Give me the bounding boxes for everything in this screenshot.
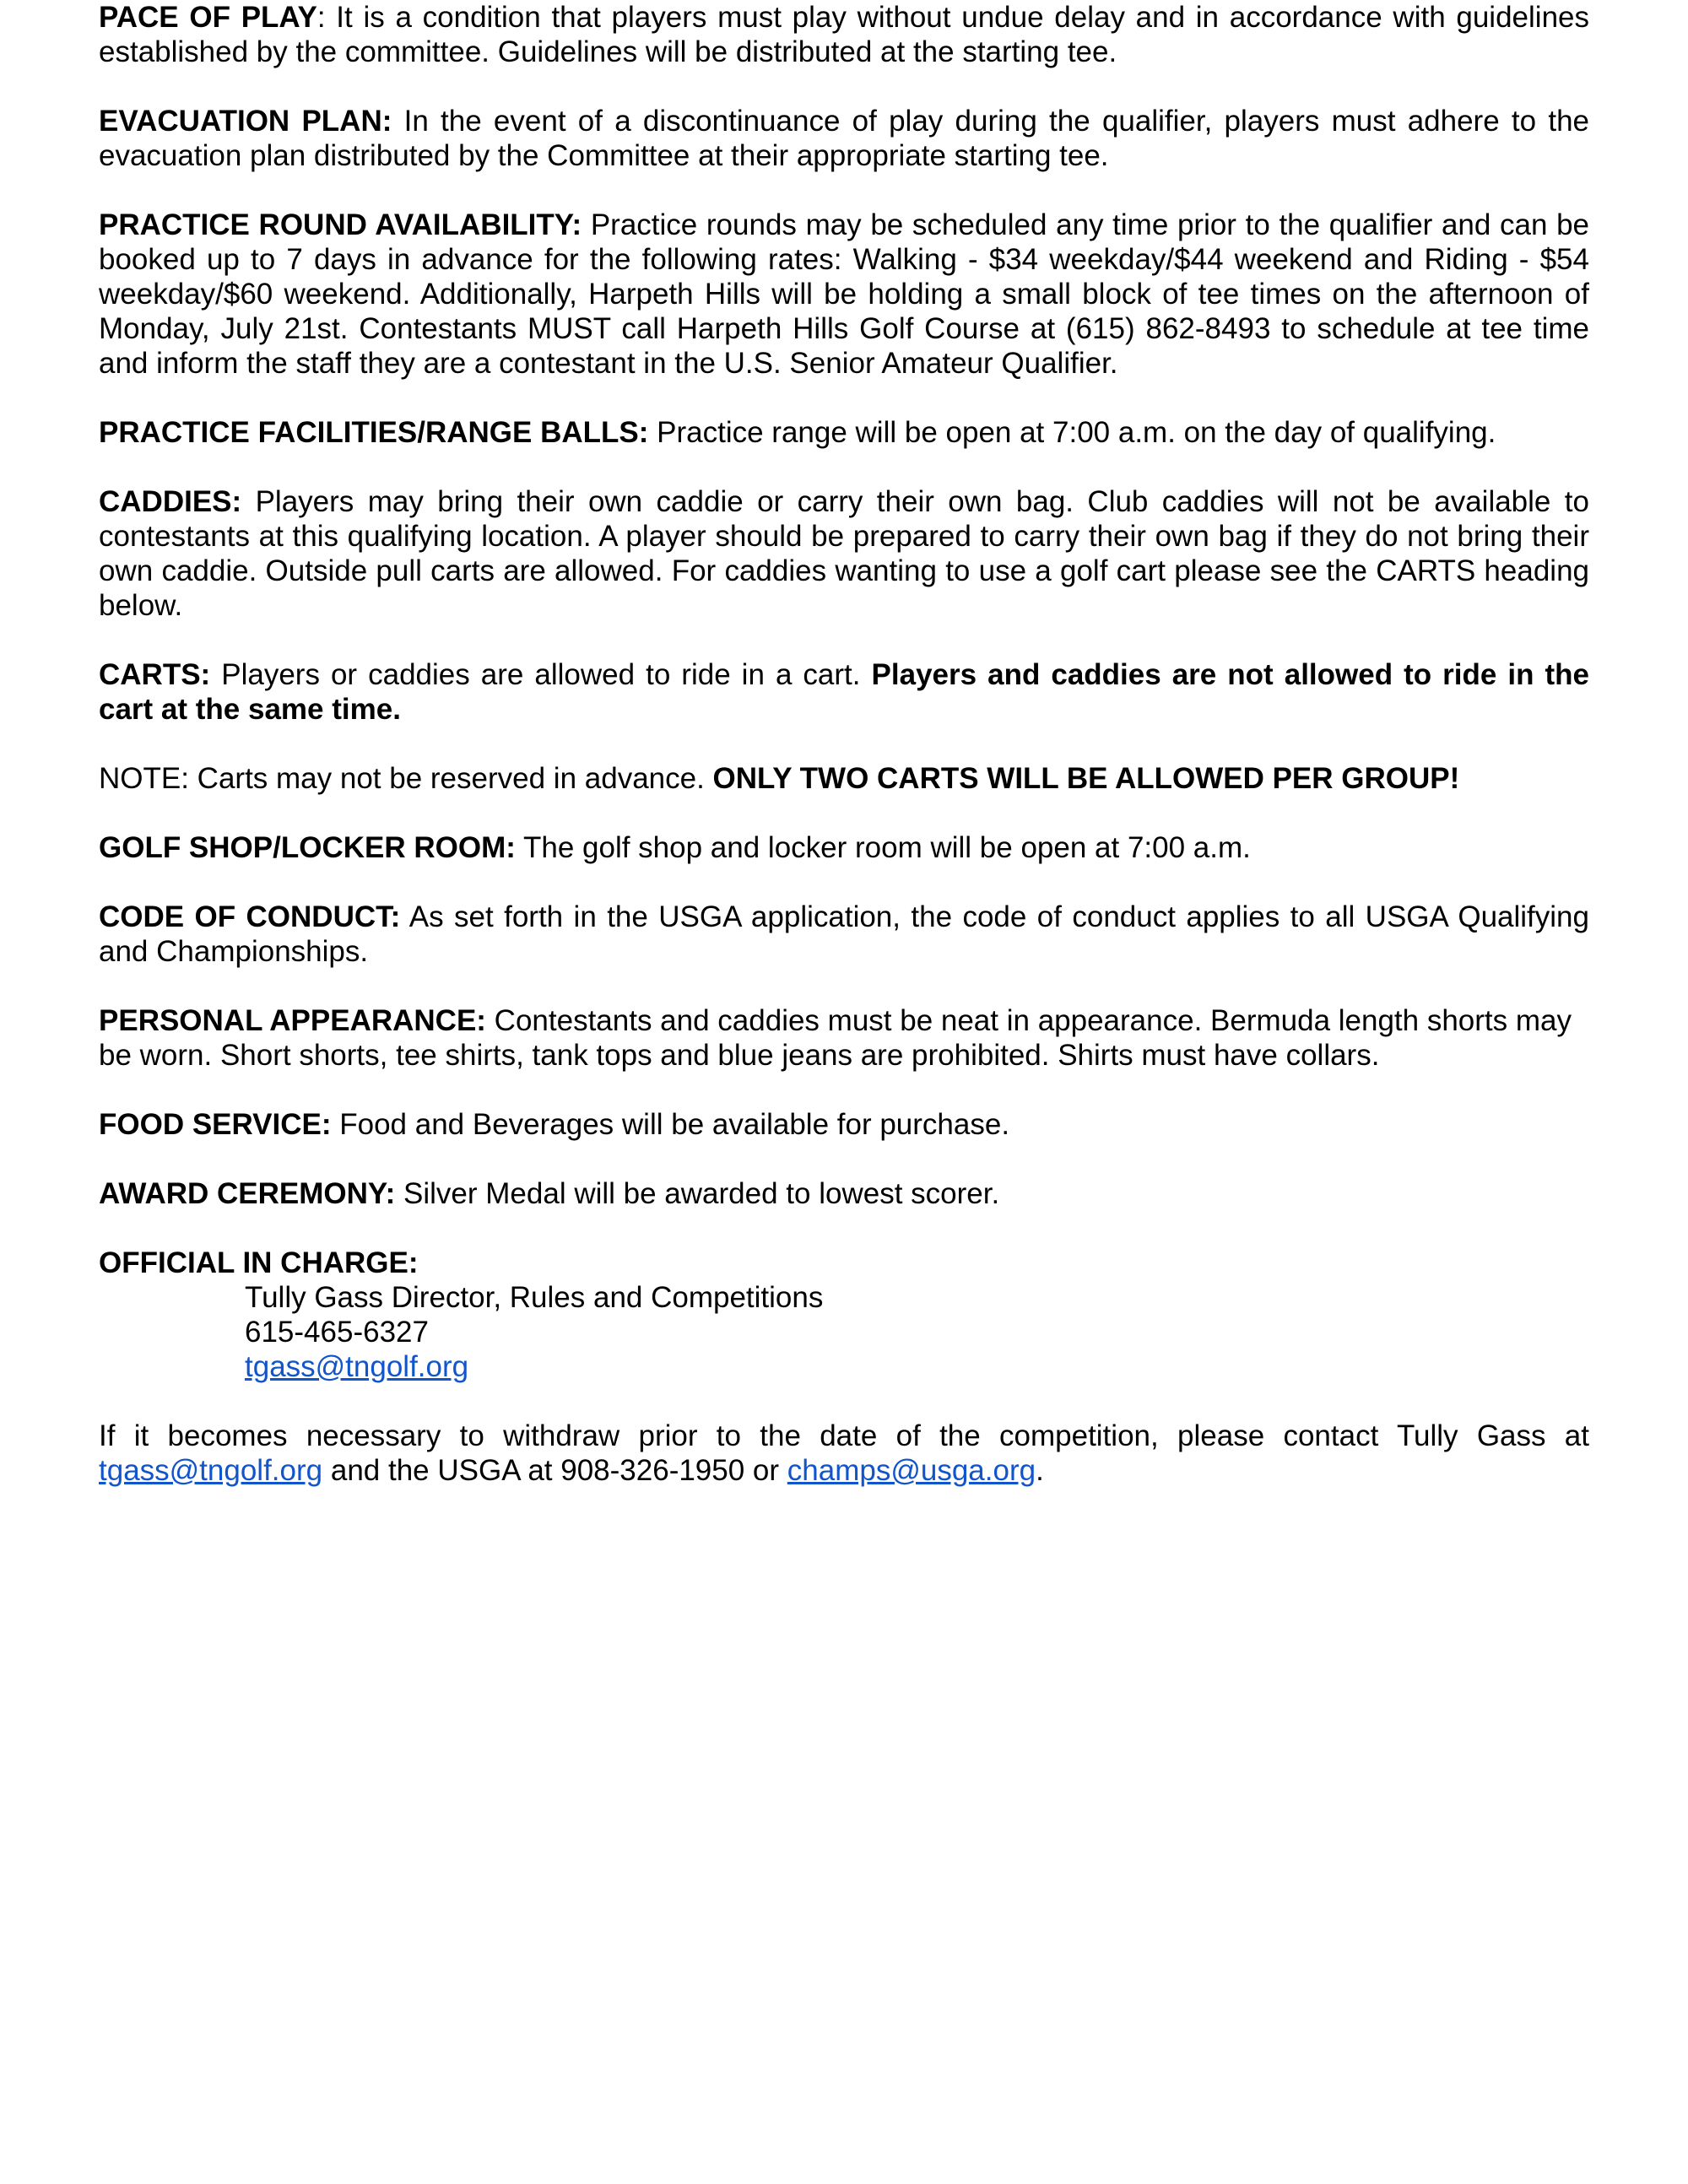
pace-of-play-label-colon: : — [316, 1, 326, 34]
carts-text: Players or caddies are allowed to ride in a cart. — [210, 658, 872, 691]
pace-of-play-paragraph — [99, 0, 1589, 69]
pace-of-play-text: It is a condition that players must play without undue delay and in accordance with guidelines established by the committee. Guidelines will be distributed at the starting tee. — [99, 1, 1589, 68]
official-contact-details — [99, 1280, 1589, 1384]
evacuation-plan-paragraph — [99, 104, 1589, 173]
code-of-conduct-paragraph — [99, 900, 1589, 969]
award-ceremony-text: Silver Medal will be awarded to lowest scorer. — [395, 1177, 1000, 1210]
evacuation-plan-text: In the event of a discontinuance of play during the qualifier, players must adhere to the evacuation plan distributed by the Committee at their appropriate starting tee. — [99, 105, 1590, 172]
note-text: NOTE: Carts may not be reserved in advance. — [99, 762, 713, 795]
personal-appearance-label: PERSONAL APPEARANCE: — [99, 1004, 486, 1037]
food-service-label: FOOD SERVICE: — [99, 1108, 332, 1141]
official-phone: 615-465-6327 — [245, 1316, 429, 1349]
food-service-text: Food and Beverages will be available for purchase. — [331, 1108, 1010, 1141]
award-ceremony-paragraph — [99, 1176, 1589, 1211]
official-in-charge-label: OFFICIAL IN CHARGE: — [99, 1246, 419, 1279]
withdraw-text-middle: and the USGA at 908-326-1950 or — [322, 1454, 787, 1487]
practice-round-label: PRACTICE ROUND AVAILABILITY: — [99, 208, 582, 241]
withdraw-text-before: If it becomes necessary to withdraw prior to the date of the competition, please contact Tully Gass at — [99, 1419, 1589, 1452]
personal-appearance-text: Contestants and caddies must be neat in appearance. Bermuda length shorts may be worn. Short shorts, tee shirts, tank tops and blue jeans are prohibited. Shirts must have collars. — [99, 1004, 1572, 1072]
note-bold-text: ONLY TWO CARTS WILL BE ALLOWED PER GROUP! — [712, 762, 1460, 795]
practice-facilities-text: Practice range will be open at 7:00 a.m. on the day of qualifying. — [648, 416, 1496, 449]
carts-bold-text: Players and caddies are not allowed to ride in the cart at the same time. — [99, 658, 1590, 726]
withdraw-text-after: . — [1036, 1454, 1044, 1487]
note-paragraph — [99, 761, 1589, 796]
practice-facilities-paragraph — [99, 415, 1589, 450]
golf-shop-paragraph — [99, 830, 1589, 865]
code-of-conduct-text: As set forth in the USGA application, the code of conduct applies to all USGA Qualifying and Championships. — [99, 900, 1589, 968]
practice-round-paragraph — [99, 208, 1589, 381]
food-service-paragraph — [99, 1107, 1589, 1142]
carts-label: CARTS: — [99, 658, 211, 691]
withdraw-paragraph — [99, 1419, 1589, 1488]
official-email-link[interactable]: tgass@tngolf.org — [245, 1350, 469, 1383]
caddies-label: CADDIES: — [99, 485, 242, 518]
practice-facilities-label: PRACTICE FACILITIES/RANGE BALLS: — [99, 416, 649, 449]
code-of-conduct-label: CODE OF CONDUCT: — [99, 900, 401, 933]
personal-appearance-paragraph — [99, 1003, 1589, 1073]
withdraw-email-usga-link[interactable]: champs@usga.org — [787, 1454, 1036, 1487]
evacuation-plan-label: EVACUATION PLAN: — [99, 105, 392, 138]
official-in-charge-block — [99, 1246, 1589, 1384]
official-name-title: Tully Gass Director, Rules and Competitions — [245, 1281, 824, 1314]
golf-shop-label: GOLF SHOP/LOCKER ROOM: — [99, 831, 516, 864]
pace-of-play-label: PACE OF PLAY — [99, 1, 317, 34]
carts-paragraph — [99, 657, 1589, 727]
document-page — [99, 0, 1589, 1522]
caddies-text: Players may bring their own caddie or carry their own bag. Club caddies will not be available to contestants at this qualifying location. A player should be prepared to carry their own bag if they do not bring their own caddie. Outside pull carts are allowed. For caddies wanting to use a golf cart please see the CARTS heading below. — [99, 485, 1589, 622]
caddies-paragraph — [99, 484, 1589, 623]
withdraw-email-tngolf-link[interactable]: tgass@tngolf.org — [99, 1454, 323, 1487]
award-ceremony-label: AWARD CEREMONY: — [99, 1177, 396, 1210]
golf-shop-text: The golf shop and locker room will be open at 7:00 a.m. — [515, 831, 1251, 864]
practice-round-text: Practice rounds may be scheduled any time prior to the qualifier and can be booked up to 7 days in advance for the following rates: Walking - $34 weekday/$44 weekend and Riding - $54 weekday/$60 weekend. Additionally, Harpeth Hills will be holding a small block of tee times on the afternoon of Monday, July 21st. Contestants MUST call Harpeth Hills Golf Course at (615) 862-8493 to schedule at tee time and inform the staff they are a contestant in the U.S. Senior Amateur Qualifier. — [99, 208, 1589, 380]
